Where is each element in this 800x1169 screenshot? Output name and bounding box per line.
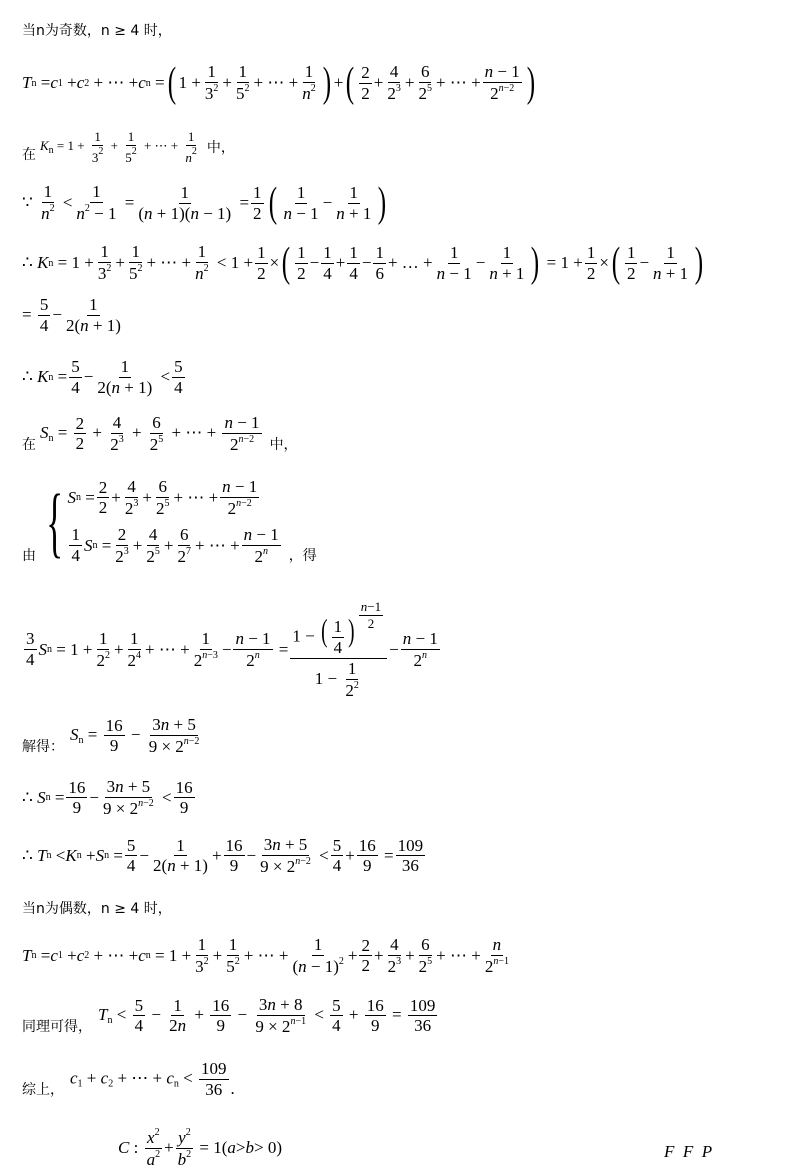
kn-definition: 在 $K_n = 1$ + $\frac{1}{3^2}$ + $\frac{1}{5^2}$ + ⋯ + $\frac{1}{n^2}$ 中， — [22, 129, 235, 165]
case-odd-heading — [22, 20, 790, 40]
ellipse-definition: C : $\frac{x^2}{a^2}$ + $\frac{y^2}{b^2}$ = 1( a > b > 0) — [118, 1127, 283, 1169]
case-odd-text: 当n为奇数，n ≥ 4 时， — [22, 23, 172, 39]
kn-bound-result: = $\frac{5}{4}$ − $\frac{1}{2(n + 1)}$ — [22, 295, 121, 335]
kn-less-than: ∴ K n = $\frac{5}{4}$ − $\frac{1}{2(n + 1)}$ < $\frac{5}{4}$ — [22, 357, 183, 397]
system-eq-2: $\frac{1}{4}$ S n = $\frac{2}{2^3}$ + $\frac{4}{2^5}$ + $\frac{6}{2^7}$ + ⋯ + $\frac{n - 1}{2^n}$ — [71, 524, 279, 566]
three-quarter-sn: $\frac{3}{4}$ S n = 1 + $\frac{1}{2^2}$ + $\frac{1}{2^4}$ + ⋯ + $\frac{1}{2^{n-3}}$ − $\frac{n - 1}{2^n}$ = 1 − ( $\frac{1}{4}$ ) $^{\frac{n-1}{2}}$ 1 − $\frac{1}{2^2}$ − $\frac{n - 1}{2^n}$ — [26, 599, 438, 700]
sn-less-than: ∴ S n = $\frac{16}{9}$ − $\frac{3n + 5}{9 \times 2^{n-2}}$ < $\frac{16}{9}$ — [22, 777, 193, 818]
conclusion: 综上， $c_1 + c_2$ + ⋯ + $c_n$ < $\frac{109}{36}$ . — [22, 1059, 235, 1099]
sn-definition: 在 $S_n$ = $\frac{2}{2}$ + $\frac{4}{2^3}$ + $\frac{6}{2^5}$ + ⋯ + $\frac{n - 1}{2^{n-2}}$ 中， — [22, 413, 298, 454]
case-even-text: 当n为偶数，n ≥ 4 时， — [22, 901, 172, 917]
tn-even-bound: 同理可得， $T_n$ < $\frac{5}{4}$ − $\frac{1}{2n}$ + $\frac{16}{9}$ − $\frac{3n + 8}{9 \times 2^{n-1}}$ < $\frac{5}{4}$ + $\frac{16}{9}$ = $\frac{109}{36}$ — [22, 995, 436, 1036]
sn-solution: 解得： $S_n$ = $\frac{16}{9}$ − $\frac{3n + 5}{9 \times 2^{n-2}}$ — [22, 715, 200, 756]
case-even-heading — [22, 898, 790, 918]
system-eq-1: S n = $\frac{2}{2}$ + $\frac{4}{2^3}$ + $\frac{6}{2^5}$ + ⋯ + $\frac{n - 1}{2^{n-2}}$ — [67, 477, 258, 518]
kn-bound-chain: ∴ K n = 1 + $\frac{1}{3^2}$ + $\frac{1}{5^2}$ + ⋯ + $\frac{1}{n^2}$ < 1 + $\frac{1}{2}$ × ( $\frac{1}{2}$ − $\frac{1}{4}$ + $\frac{1}{4}$ − $\frac{1}{6}$ + … + $\frac{1}{n - 1}$ − $\frac{1}{n + 1}$ ) = 1 + $\frac{1}{2}$ × ( $\frac{1}{2}$ − $\frac{1}{n + 1}$ ) — [22, 240, 704, 286]
foci-points: F F P — [664, 1142, 713, 1161]
sn-system: 由 { S n = $\frac{2}{2}$ + $\frac{4}{2^3}$ + $\frac{6}{2^5}$ + ⋯ + $\frac{n - 1}{2^{n-2}}$ $\frac{1}{4}$ S n = $\frac{2}{2^3}$ + $\frac{4}{2^5}$ + $\frac{6}{2^7}$ + ⋯ + $\frac{n - 1}{2^n}$ ，得 — [22, 477, 317, 566]
tn-odd-formula: T n = c 1 + c 2 + ⋯ + c n = ( 1 + $\frac{1}{3^2}$ + $\frac{1}{5^2}$ + ⋯ + $\frac{1}{n^2}$ ) + ( $\frac{2}{2}$ + $\frac{4}{2^3}$ + $\frac{6}{2^5}$ + ⋯ + $\frac{n - 1}{2^{n-2}}$ ) — [22, 60, 535, 106]
tn-odd-bound: ∴ T n < K n + S n = $\frac{5}{4}$ − $\frac{1}{2(n + 1)}$ + $\frac{16}{9}$ − $\frac{3n + 5}{9 \times 2^{n-2}}$ < $\frac{5}{4}$ + $\frac{16}{9}$ = $\frac{109}{36}$ — [22, 835, 424, 876]
because-inequality: ∵ $\frac{1}{n^2}$ < $\frac{1}{n^2 - 1}$ = $\frac{1}{(n + 1)(n - 1)}$ = $\frac{1}{2}$ ( $\frac{1}{n - 1}$ − $\frac{1}{n + 1}$ ) — [22, 180, 387, 226]
tn-even-formula: T n = c 1 + c 2 + ⋯ + c n = 1 + $\frac{1}{3^2}$ + $\frac{1}{5^2}$ + ⋯ + $\frac{1}{(n - 1)^2}$ + $\frac{2}{2}$ + $\frac{4}{2^3}$ + $\frac{6}{2^5}$ + ⋯ + $\frac{n}{2^{n-1}}$ — [22, 935, 509, 976]
